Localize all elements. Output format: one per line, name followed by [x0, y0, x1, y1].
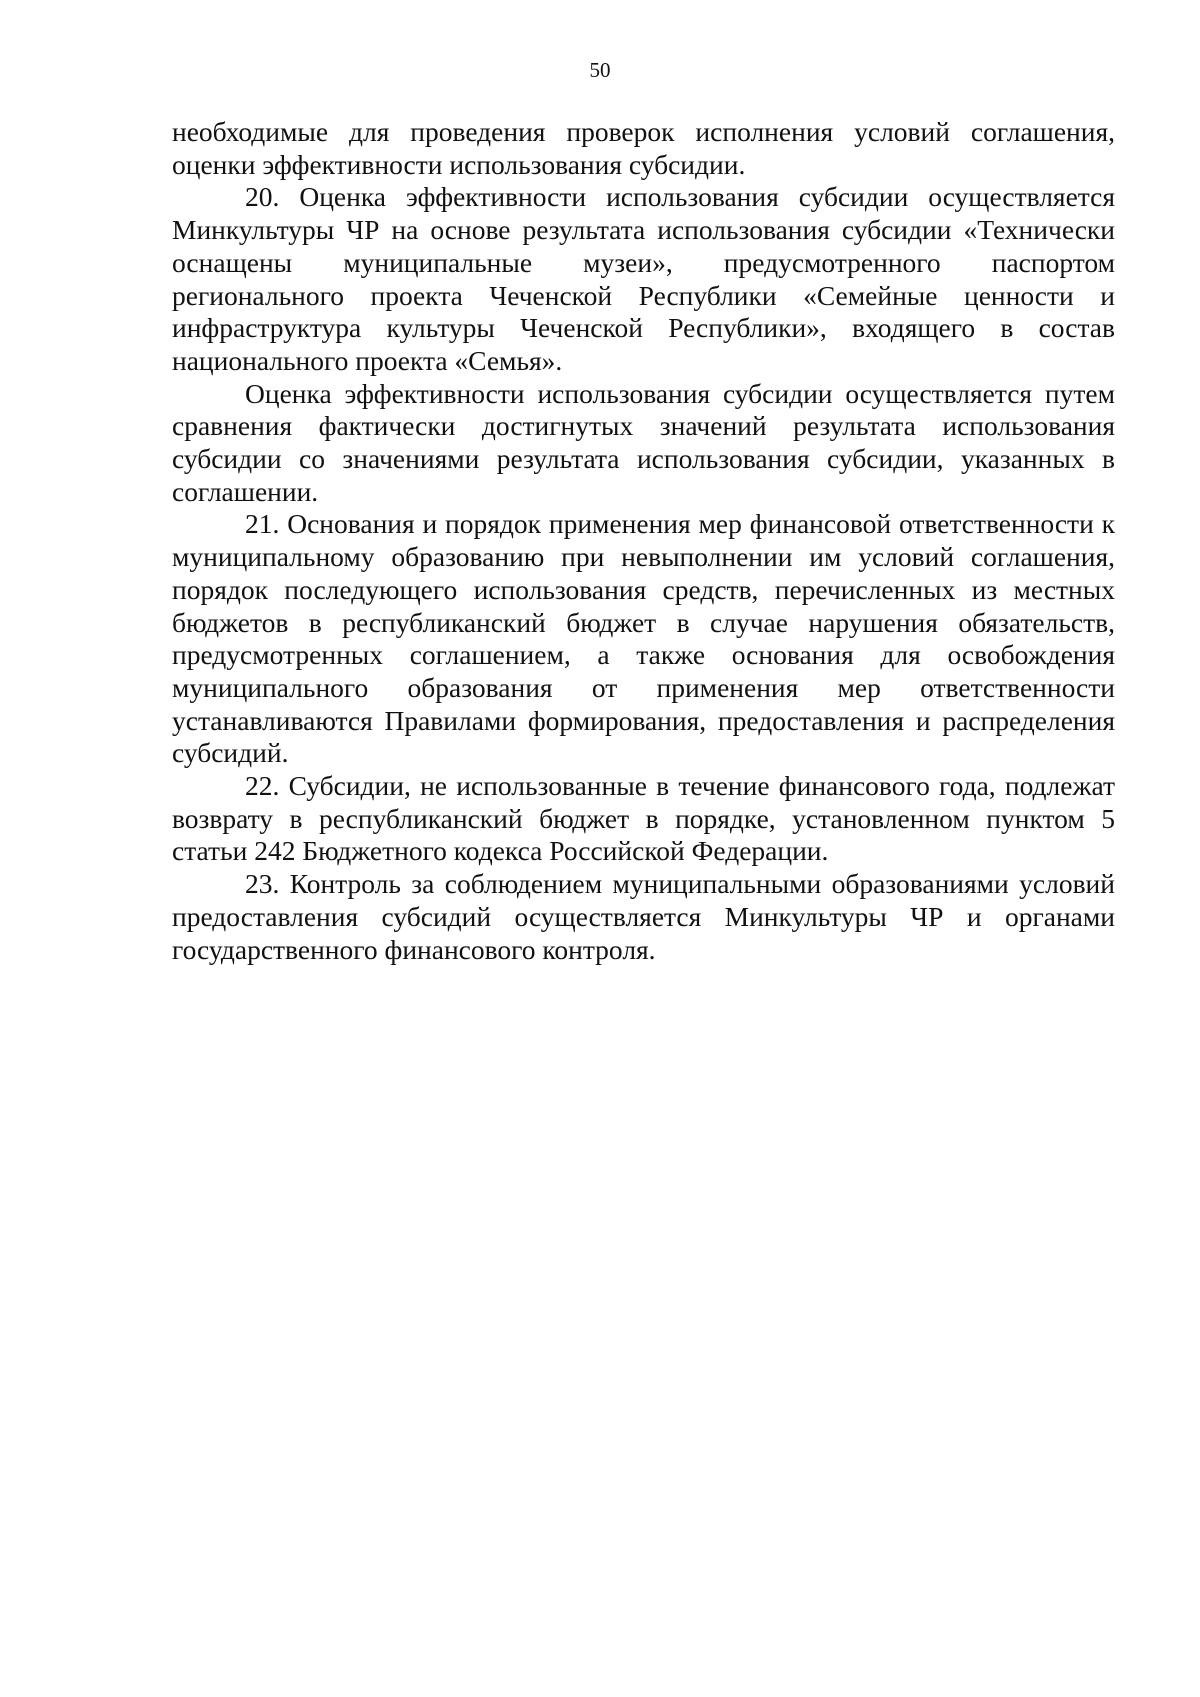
paragraph-evaluation-method: Оценка эффективности использования субсидии осуществляется путем сравнения фактически достигнутых значений результата использования субсидии со значениями результата использования субсидии, указанных в соглашении.: [172, 377, 1115, 507]
paragraph-item-21: 21. Основания и порядок применения мер финансовой ответственности к муниципальному образованию при невыполнении им условий соглашения, порядок последующего использования средств, перечисленных из местных бюджетов в республиканский бюджет в случае нарушения обязательств, предусмотренных соглашением, а также основания для освобождения муниципального образования от применения мер ответственности устанавливаются Правилами формирования, предоставления и распределения субсидий.: [172, 508, 1115, 769]
page-number: 50: [589, 58, 611, 82]
paragraph-continuation: необходимые для проведения проверок исполнения условий соглашения, оценки эффективности использования субсидии.: [172, 116, 1115, 180]
paragraph-item-23: 23. Контроль за соблюдением муниципальными образованиями условий предоставления субсидий осуществляется Минкультуры ЧР и органами государственного финансового контроля.: [172, 868, 1115, 965]
document-body: [172, 116, 1115, 966]
paragraph-item-22: 22. Субсидии, не использованные в течение финансового года, подлежат возврату в республиканский бюджет в порядке, установленном пунктом 5 статьи 242 Бюджетного кодекса Российской Федерации.: [172, 770, 1115, 867]
paragraph-item-20: 20. Оценка эффективности использования субсидии осуществляется Минкультуры ЧР на основе результата использования субсидии «Технически оснащены муниципальные музеи», предусмотренного паспортом регионального проекта Чеченской Республики «Семейные ценности и инфраструктура культуры Чеченской Республики», входящего в состав национального проекта «Семья».: [172, 181, 1115, 376]
